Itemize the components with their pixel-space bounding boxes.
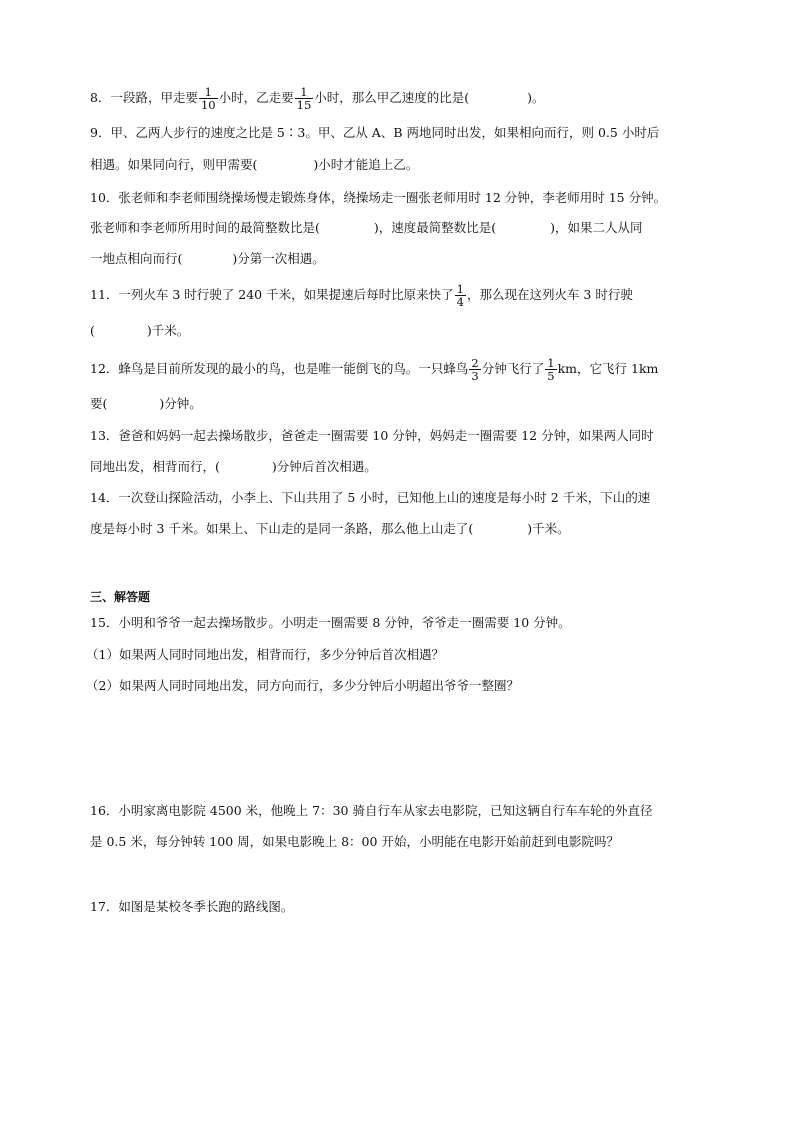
question-13-line-2 <box>90 461 377 474</box>
q12-text-b: 分钟飞行了 <box>481 361 545 377</box>
question-13-line-1: 13．爸爸和妈妈一起去操场散步，爸爸走一圈需要 10 分钟，妈妈走一圈需要 12 分钟，如果两人同时 <box>90 428 654 443</box>
question-15-sub-2: （2）如果两人同时同地出发，同方向而行，多少分钟后小明超出爷爷一整圈？ <box>86 678 519 693</box>
q8-fraction-1: $\frac{1}{10}$ <box>200 85 216 113</box>
question-15-sub-1: （1）如果两人同时同地出发，相背而行，多少分钟后首次相遇？ <box>86 647 444 662</box>
question-11-line-1 <box>90 283 633 308</box>
q12-text-e: )分钟。 <box>159 396 202 411</box>
question-10-line-1: 10．张老师和李老师围绕操场慢走锻炼身体，绕操场走一圈张老师用时 12 分钟，李老师用时 15 分钟。 <box>90 190 667 205</box>
question-17-line-1: 17．如图是某校冬季长跑的路线图。 <box>90 899 294 914</box>
q12-text-a: 12．蜂鸟是目前所发现的最小的鸟，也是唯一能倒飞的鸟。一只蜂鸟 <box>90 361 469 377</box>
q12-fraction-2: $\frac{1}{5}$ <box>547 356 555 384</box>
q10-text-b: )，速度最简整数比是( <box>373 220 497 235</box>
q13-text-b: )分钟后首次相遇。 <box>271 459 377 474</box>
q8-text-b: 小时，乙走要 <box>218 90 294 106</box>
q9-text-a: 相遇。如果同向行，则甲需要( <box>90 157 258 172</box>
question-12-line-1 <box>90 357 658 382</box>
question-9-line-2 <box>90 159 418 172</box>
question-10-line-2 <box>90 222 643 235</box>
q11-text-c: ( <box>90 323 95 338</box>
q8-text-a: 8．一段路，甲走要 <box>90 90 198 106</box>
q8-text-c: 小时，那么甲乙速度的比是( <box>314 90 470 106</box>
question-14-line-2 <box>90 523 570 536</box>
q11-fraction: $\frac{1}{4}$ <box>456 282 464 310</box>
q11-text-a: 11．一列火车 3 时行驶了 240 千米，如果提速后每时比原来快了 <box>90 287 454 303</box>
q12-text-d: 要( <box>90 396 108 411</box>
question-9-line-1: 9．甲、乙两人步行的速度之比是 5∶3。甲、乙从 A、B 两地同时出发，如果相向而行，则 0.5 小时后 <box>90 125 660 140</box>
q12-fraction-1: $\frac{2}{3}$ <box>471 356 479 384</box>
question-16-line-2: 是 0.5 米，每分钟转 100 周，如果电影晚上 8：00 开始，小明能在电影开始前赶到电影院吗？ <box>90 834 619 849</box>
q8-fraction-2: $\frac{1}{15}$ <box>296 85 312 113</box>
q14-text-a: 度是每小时 3 千米。如果上、下山走的是同一条路，那么他上山走了( <box>90 521 474 536</box>
question-12-line-2 <box>90 398 202 411</box>
q10-text-c: )，如果二人从同 <box>550 220 643 235</box>
q12-text-c: km，它飞行 1km <box>557 361 659 377</box>
question-15-stem: 15．小明和爷爷一起去操场散步。小明走一圈需要 8 分钟，爷爷走一圈需要 10 分钟。 <box>90 615 571 630</box>
q10-text-a: 张老师和李老师所用时间的最简整数比是( <box>90 220 320 235</box>
section-3-heading: 三、解答题 <box>90 590 151 604</box>
q14-text-b: )千米。 <box>527 521 570 536</box>
question-8 <box>90 86 545 111</box>
q10-text-d: 一地点相向而行( <box>90 251 183 266</box>
question-14-line-1: 14．一次登山探险活动，小李上、下山共用了 5 小时，已知他上山的速度是每小时 2 千米，下山的速 <box>90 490 651 505</box>
question-16-line-1: 16．小明家离电影院 4500 米，他晚上 7：30 骑自行车从家去电影院，已知这辆自行车车轮的外直径 <box>90 803 653 818</box>
q9-text-b: )小时才能追上乙。 <box>313 157 419 172</box>
q11-text-b: ，那么现在这列火车 3 时行驶 <box>466 287 633 303</box>
question-11-line-2 <box>90 325 189 338</box>
q13-text-a: 同地出发，相背而行，( <box>90 459 220 474</box>
q10-text-e: )分第一次相遇。 <box>232 251 325 266</box>
question-10-line-3 <box>90 253 325 266</box>
q11-text-d: )千米。 <box>146 323 190 338</box>
q8-text-d: )。 <box>527 90 545 106</box>
